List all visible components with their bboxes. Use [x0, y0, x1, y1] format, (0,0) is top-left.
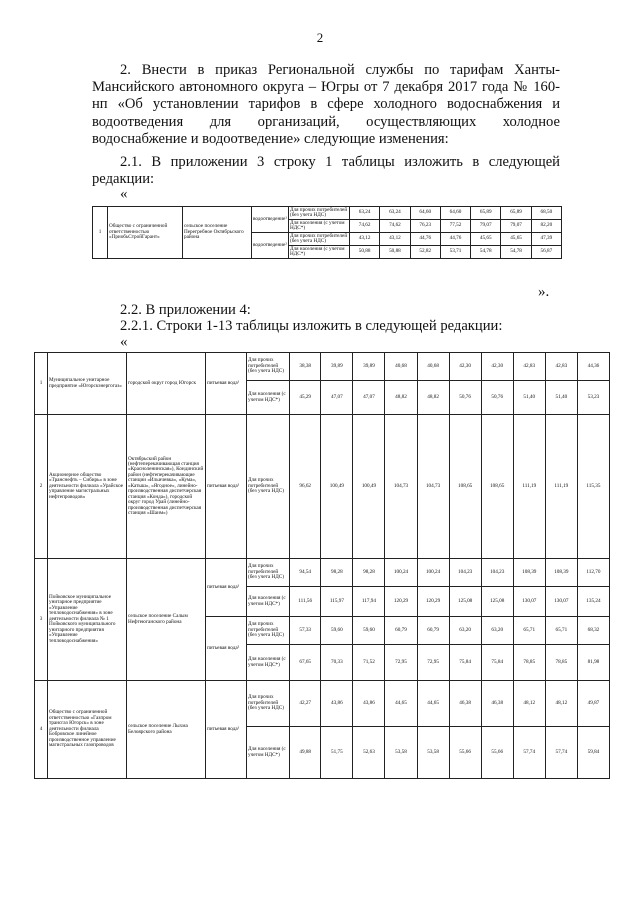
value-cell: 71,52	[353, 645, 385, 681]
value-cell: 48,12	[513, 681, 545, 727]
value-cell: 98,28	[321, 559, 353, 587]
table-row	[35, 353, 610, 381]
value-cell: 100,49	[353, 415, 385, 559]
value-cell: 100,24	[417, 559, 449, 587]
location-cell: Октябрьский район (нефтеперекачивающая станция «Красноленинская»), Кондинский район (нефтеперекачивающие станции «Ильичевка», «Кума», «Катыш», «Ягодное», линейно-производственная диспетчерская станция «Конда»), городской округ город Урай (линейно-производственная диспетчерская станция «Шаим»)	[127, 415, 206, 559]
value-cell: 40,68	[417, 353, 449, 381]
value-cell: 59,60	[353, 617, 385, 645]
open-quote-2: «	[120, 334, 128, 350]
service-cell: питьевая вода¹	[206, 559, 247, 617]
value-cell: 53,58	[385, 727, 417, 779]
value-cell: 108,39	[545, 559, 577, 587]
row-number: 1	[35, 353, 48, 415]
value-cell: 57,74	[513, 727, 545, 779]
value-cell: 100,24	[385, 559, 417, 587]
value-cell: 50,76	[449, 381, 481, 415]
value-cell: 43,12	[350, 233, 380, 246]
table-appendix-4	[34, 352, 610, 779]
value-cell: 47,07	[321, 381, 353, 415]
value-cell: 39,89	[353, 353, 385, 381]
value-cell: 130,07	[545, 587, 577, 617]
value-cell: 67,65	[290, 645, 321, 681]
value-cell: 63,24	[380, 207, 410, 220]
value-cell: 53,23	[577, 381, 609, 415]
value-cell: 112,70	[577, 559, 609, 587]
value-cell: 108,39	[513, 559, 545, 587]
row-number: 2	[35, 415, 48, 559]
value-cell: 100,49	[321, 415, 353, 559]
value-cell: 125,08	[481, 587, 513, 617]
value-cell: 79,07	[471, 220, 501, 233]
value-cell: 104,73	[417, 415, 449, 559]
value-cell: 44,65	[385, 681, 417, 727]
value-cell: 104,73	[385, 415, 417, 559]
value-cell: 68,50	[531, 207, 561, 220]
row-number: 3	[35, 559, 48, 681]
service-cell: водоотведение¹	[252, 207, 289, 233]
value-cell: 44,65	[417, 681, 449, 727]
category-cell: Для населения (с учетом НДС*)	[289, 220, 350, 233]
value-cell: 75,84	[481, 645, 513, 681]
value-cell: 54,78	[501, 246, 531, 259]
value-cell: 79,07	[501, 220, 531, 233]
table-row	[35, 559, 610, 587]
value-cell: 52,82	[410, 246, 440, 259]
value-cell: 42,83	[513, 353, 545, 381]
value-cell: 65,89	[501, 207, 531, 220]
table-row	[35, 681, 610, 727]
value-cell: 63,24	[350, 207, 380, 220]
table-row	[93, 207, 562, 220]
value-cell: 78,85	[513, 645, 545, 681]
value-cell: 43,12	[380, 233, 410, 246]
value-cell: 47,39	[531, 233, 561, 246]
category-cell: Для прочих потребителей (без учета НДС)	[289, 233, 350, 246]
value-cell: 42,83	[545, 353, 577, 381]
service-cell: питьевая вода²	[206, 617, 247, 681]
value-cell: 111,19	[513, 415, 545, 559]
value-cell: 42,30	[449, 353, 481, 381]
value-cell: 51,40	[545, 381, 577, 415]
category-cell: Для населения (с учетом НДС*)	[289, 246, 350, 259]
paragraph-2-1-cont: редакции:	[92, 171, 155, 187]
value-cell: 51,40	[513, 381, 545, 415]
value-cell: 75,84	[449, 645, 481, 681]
category-cell: Для прочих потребителей (без учета НДС)	[289, 207, 350, 220]
value-cell: 56,87	[531, 246, 561, 259]
service-cell: питьевая вода¹	[206, 415, 247, 559]
value-cell: 108,65	[449, 415, 481, 559]
category-cell: Для прочих потребителей (без учета НДС)	[247, 681, 290, 727]
value-cell: 55,66	[481, 727, 513, 779]
organization-cell: Муниципальное унитарное предприятие «Югорскэнергогаз»	[48, 353, 127, 415]
value-cell: 78,85	[545, 645, 577, 681]
value-cell: 42,30	[481, 353, 513, 381]
value-cell: 48,12	[545, 681, 577, 727]
value-cell: 115,35	[577, 415, 609, 559]
organization-cell: Общество с ограниченной ответственностью «ПриобьСтройГарант»	[108, 207, 183, 259]
row-number: 4	[35, 681, 48, 779]
service-cell: водоотведение²	[252, 233, 289, 259]
value-cell: 115,97	[321, 587, 353, 617]
category-cell: Для населения (с учетом НДС*)	[247, 727, 290, 779]
table-row	[35, 415, 610, 559]
value-cell: 60,79	[385, 617, 417, 645]
value-cell: 46,38	[481, 681, 513, 727]
value-cell: 59,60	[321, 617, 353, 645]
value-cell: 76,23	[410, 220, 440, 233]
category-cell: Для прочих потребителей (без учета НДС)	[247, 353, 290, 381]
value-cell: 45,29	[290, 381, 321, 415]
value-cell: 117,94	[353, 587, 385, 617]
value-cell: 39,89	[321, 353, 353, 381]
value-cell: 42,27	[290, 681, 321, 727]
location-cell: сельское поселение Перегребное Октябрьского района	[183, 207, 252, 259]
value-cell: 38,38	[290, 353, 321, 381]
value-cell: 125,08	[449, 587, 481, 617]
value-cell: 72,95	[385, 645, 417, 681]
value-cell: 65,89	[471, 207, 501, 220]
value-cell: 68,32	[577, 617, 609, 645]
value-cell: 52,63	[353, 727, 385, 779]
value-cell: 130,07	[513, 587, 545, 617]
value-cell: 94,54	[290, 559, 321, 587]
value-cell: 64,60	[440, 207, 470, 220]
value-cell: 43,86	[353, 681, 385, 727]
value-cell: 81,98	[577, 645, 609, 681]
value-cell: 77,52	[440, 220, 470, 233]
paragraph-2-1: 2.1. В приложении 3 строку 1 таблицы изложить в следующей	[120, 154, 560, 170]
value-cell: 96,62	[290, 415, 321, 559]
table-appendix-3	[92, 206, 562, 259]
value-cell: 48,82	[385, 381, 417, 415]
value-cell: 46,38	[449, 681, 481, 727]
value-cell: 53,58	[417, 727, 449, 779]
value-cell: 72,95	[417, 645, 449, 681]
category-cell: Для прочих потребителей (без учета НДС)	[247, 617, 290, 645]
category-cell: Для населения (с учетом НДС*)	[247, 645, 290, 681]
heading-2-2: 2.2. В приложении 4:	[120, 302, 251, 318]
category-cell: Для населения (с учетом НДС*)	[247, 381, 290, 415]
value-cell: 45,65	[471, 233, 501, 246]
value-cell: 63,20	[449, 617, 481, 645]
service-cell: питьевая вода¹	[206, 681, 247, 779]
value-cell: 120,29	[417, 587, 449, 617]
value-cell: 111,56	[290, 587, 321, 617]
value-cell: 59,84	[577, 727, 609, 779]
location-cell: сельское поселение Салым Нефтеюганского района	[127, 559, 206, 681]
value-cell: 53,71	[440, 246, 470, 259]
value-cell: 48,82	[417, 381, 449, 415]
value-cell: 104,23	[481, 559, 513, 587]
value-cell: 44,76	[440, 233, 470, 246]
value-cell: 82,20	[531, 220, 561, 233]
organization-cell: Акционерное общество «Транснефть – Сибирь» в зоне деятельности филиала «Урайское управление магистральных нефтепроводов»	[48, 415, 127, 559]
value-cell: 50,76	[481, 381, 513, 415]
organization-cell: Общество с ограниченной ответственностью «Газпром трансгаз Югорск» в зоне деятельности филиала Бобровское линейное производственное управление магистральных газопроводов	[48, 681, 127, 779]
value-cell: 47,07	[353, 381, 385, 415]
value-cell: 98,28	[353, 559, 385, 587]
value-cell: 63,20	[481, 617, 513, 645]
location-cell: городской округ город Югорск	[127, 353, 206, 415]
heading-2-2-1: 2.2.1. Строки 1-13 таблицы изложить в следующей редакции:	[120, 318, 503, 334]
value-cell: 50,88	[350, 246, 380, 259]
location-cell: сельское поселение Лыхма Белоярского района	[127, 681, 206, 779]
value-cell: 43,86	[321, 681, 353, 727]
service-cell: питьевая вода¹	[206, 353, 247, 415]
value-cell: 111,19	[545, 415, 577, 559]
open-quote: «	[120, 186, 128, 202]
value-cell: 104,23	[449, 559, 481, 587]
value-cell: 65,71	[513, 617, 545, 645]
value-cell: 70,33	[321, 645, 353, 681]
paragraph-2: 2. Внести в приказ Региональной службы по тарифам Ханты-Мансийского автономного округа – Югры от 7 декабря 2017 года № 160-нп «Об установлении тарифов в сфере холодного водоснабжения и водоотведения для организаций, осуществляющих холодное водоснабжение и водоотведение» следующие изменения:	[92, 62, 560, 147]
value-cell: 49,88	[290, 727, 321, 779]
value-cell: 135,24	[577, 587, 609, 617]
value-cell: 40,68	[385, 353, 417, 381]
value-cell: 51,75	[321, 727, 353, 779]
value-cell: 74,62	[380, 220, 410, 233]
value-cell: 74,62	[350, 220, 380, 233]
value-cell: 44,36	[577, 353, 609, 381]
value-cell: 54,78	[471, 246, 501, 259]
category-cell: Для прочих потребителей (без учета НДС)	[247, 415, 290, 559]
value-cell: 57,33	[290, 617, 321, 645]
value-cell: 108,65	[481, 415, 513, 559]
value-cell: 44,76	[410, 233, 440, 246]
organization-cell: Пойковское муниципальное унитарное предприятие «Управление тепловодоснабжения» в зоне деятельности филиала № 1 Пойковского муниципального унитарного предприятия «Управление тепловодоснабжения»	[48, 559, 127, 681]
value-cell: 64,60	[410, 207, 440, 220]
value-cell: 49,87	[577, 681, 609, 727]
value-cell: 57,74	[545, 727, 577, 779]
row-number: 1	[93, 207, 108, 259]
page-number: 2	[316, 30, 324, 45]
category-cell: Для прочих потребителей (без учета НДС)	[247, 559, 290, 587]
value-cell: 60,79	[417, 617, 449, 645]
value-cell: 50,88	[380, 246, 410, 259]
value-cell: 55,66	[449, 727, 481, 779]
value-cell: 45,65	[501, 233, 531, 246]
value-cell: 120,29	[385, 587, 417, 617]
close-quote: ».	[538, 284, 550, 300]
category-cell: Для населения (с учетом НДС*)	[247, 587, 290, 617]
value-cell: 65,71	[545, 617, 577, 645]
